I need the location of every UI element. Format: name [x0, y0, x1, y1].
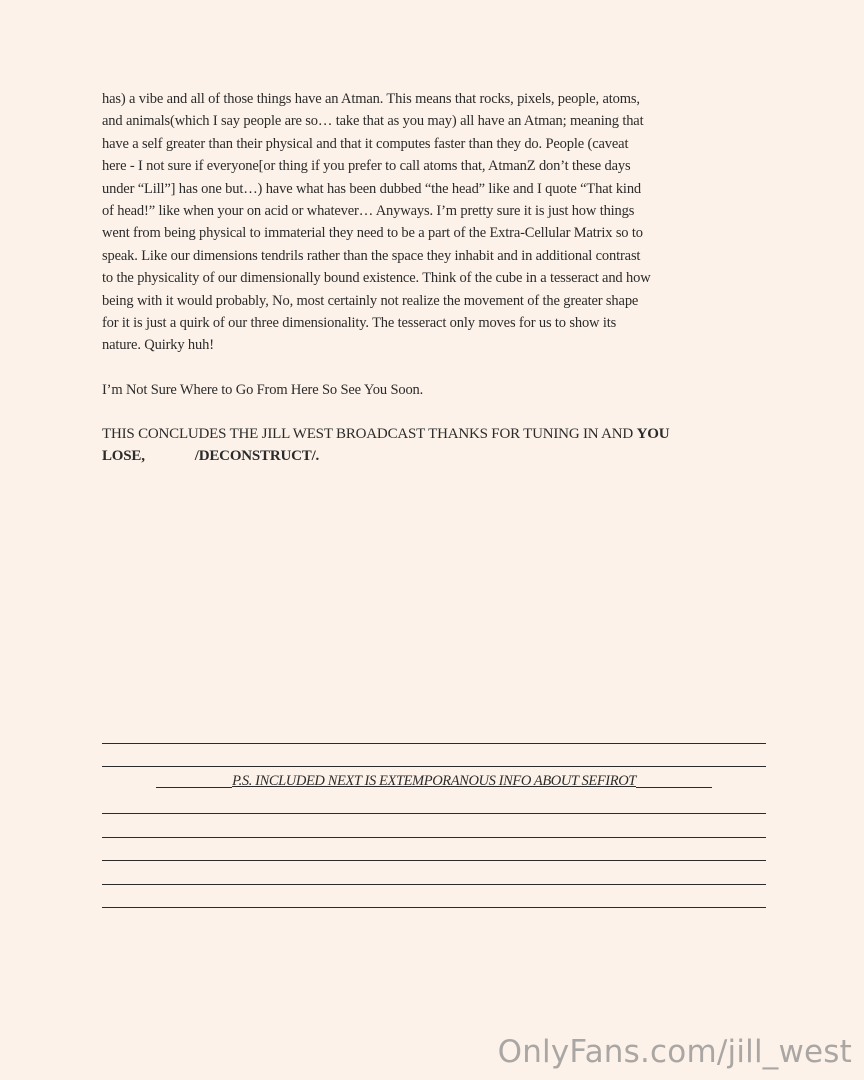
body-line: went from being physical to immaterial they need to be a part of the Extra-Cellular Matrix so to [102, 225, 643, 242]
closing-statement [102, 423, 766, 468]
divider-rule [102, 720, 766, 744]
ps-line [102, 767, 766, 791]
ps-ruled-section [102, 720, 766, 908]
sign-off: I’m Not Sure Where to Go From Here So See You Soon. [102, 381, 424, 398]
body-line: to the physicality of our dimensionally bound existence. Think of the cube in a tesseract and how [102, 270, 651, 287]
watermark: OnlyFans.com/jill_west [497, 1034, 852, 1070]
ps-underline-left [156, 786, 232, 788]
body-line: here - I not sure if everyone[or thing if you prefer to call atoms that, AtmanZ don’t these days [102, 158, 631, 175]
body-line: speak. Like our dimensions tendrils rather than the space they inhabit and in additional contrast [102, 247, 641, 264]
body-line: have a self greater than their physical and that it computes faster than they do. People (caveat [102, 135, 629, 152]
body-line: under “Lill”] has one but…) have what has been dubbed “the head” like and I quote “That kind [102, 180, 642, 197]
body-line: and animals(which I say people are so… take that as you may) all have an Atman; meaning that [102, 113, 644, 130]
closing-line1-bold: YOU [636, 426, 670, 443]
ps-text: P.S. INCLUDED NEXT IS EXTEMPORANOUS INFO ABOUT SEFIROT [232, 772, 636, 789]
divider-rule [102, 885, 766, 909]
closing-line1: THIS CONCLUDES THE JILL WEST BROADCAST THANKS FOR TUNING IN AND [102, 426, 637, 443]
body-line: nature. Quirky huh! [102, 337, 214, 354]
body-line: being with it would probably, No, most certainly not realize the movement of the greater shape [102, 292, 639, 309]
ps-underline-right [636, 786, 712, 788]
divider-rule [102, 744, 766, 768]
document-body [102, 88, 766, 468]
divider-rule [102, 838, 766, 862]
body-line: has) a vibe and all of those things have an Atman. This means that rocks, pixels, people, atoms, [102, 91, 640, 107]
divider-rule [102, 814, 766, 838]
closing-line2-deconstruct: /DECONSTRUCT/. [194, 448, 320, 465]
closing-line2-lose: LOSE, [102, 448, 145, 465]
divider-rule [102, 861, 766, 885]
body-line: of head!” like when your on acid or whatever… Anyways. I’m pretty sure it is just how things [102, 202, 635, 219]
body-line: for it is just a quirk of our three dimensionality. The tesseract only moves for us to show its [102, 314, 617, 331]
divider-rule [102, 791, 766, 815]
